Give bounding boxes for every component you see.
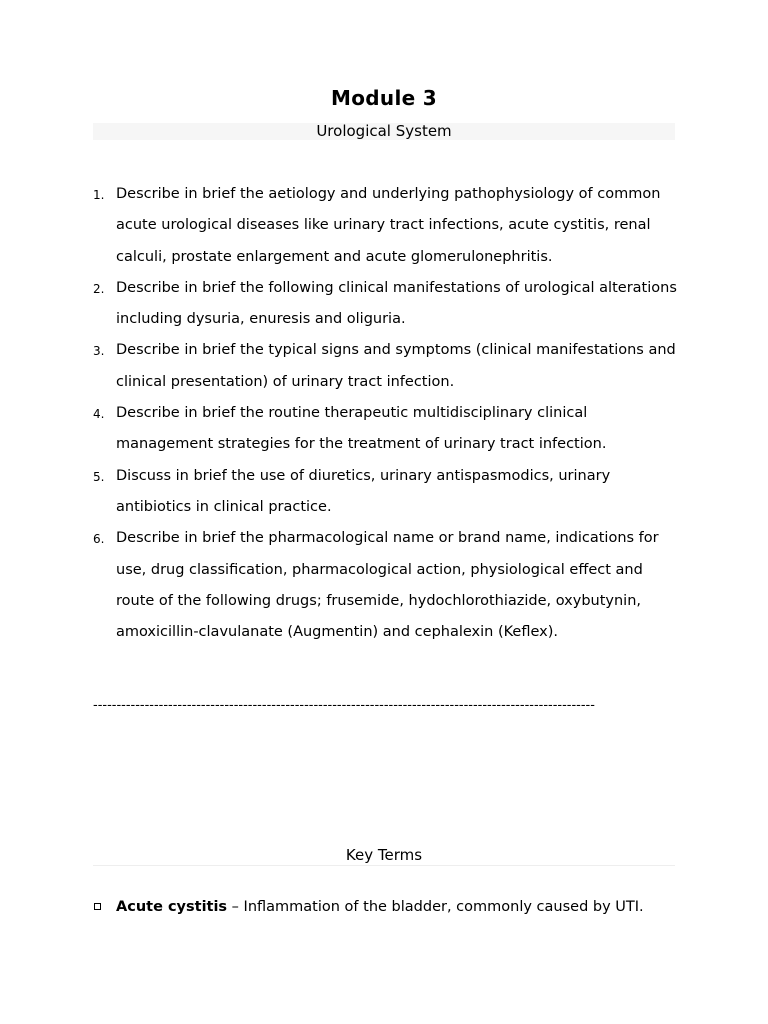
- list-item: [93, 273, 683, 336]
- list-item-number: 1.: [93, 188, 105, 202]
- list-item-text: Describe in brief the routine therapeutic multidisciplinary clinical management strategies for the treatment of urinary tract infection.: [116, 405, 607, 453]
- list-item-text: Describe in brief the pharmacological name or brand name, indications for use, drug classification, pharmacological action, physiological effect and route of the following drugs; frusemide, hydochlorothiazide, oxybutynin, amoxicillin-clavulanate (Augmentin) and cephalexin (Keflex).: [116, 530, 659, 641]
- list-item: [93, 335, 683, 398]
- square-bullet-icon: [94, 903, 101, 910]
- key-term-definition: – Inflammation of the bladder, commonly caused by UTI.: [227, 899, 644, 915]
- key-term-name: Acute cystitis: [116, 899, 228, 915]
- list-item: [93, 461, 683, 524]
- list-item: [93, 523, 683, 648]
- list-item-number: 6.: [93, 532, 105, 547]
- list-item-number: 2.: [93, 281, 105, 296]
- list-item-number: 3.: [93, 344, 105, 359]
- list-item-text: Discuss in brief the use of diuretics, urinary antispasmodics, urinary antibiotics in clinical practice.: [116, 467, 611, 515]
- list-item-number: 4.: [93, 407, 105, 422]
- objectives-list: [93, 179, 683, 648]
- list-item: [93, 179, 683, 273]
- page-title: Module 3: [331, 86, 437, 110]
- key-terms-list: [93, 895, 683, 919]
- list-item-text: Describe in brief the following clinical manifestations of urological alterations including dysuria, enuresis and oliguria.: [116, 279, 677, 328]
- key-term-item: [93, 895, 683, 919]
- list-item-text: Describe in brief the aetiology and underlying pathophysiology of common acute urological diseases like urinary tract infections, acute cystitis, renal calculi, prostate enlargement and acute glomerulonephritis.: [116, 186, 661, 265]
- dashed-divider: -----------------------------------------------------------------------------------------------------------: [93, 698, 595, 713]
- list-item: [93, 398, 683, 461]
- key-terms-heading: Key Terms: [93, 846, 675, 866]
- page-subtitle: Urological System: [93, 123, 675, 140]
- list-item-text: Describe in brief the typical signs and symptoms (clinical manifestations and clinical presentation) of urinary tract infection.: [116, 342, 676, 390]
- list-item-number: 5.: [93, 469, 105, 484]
